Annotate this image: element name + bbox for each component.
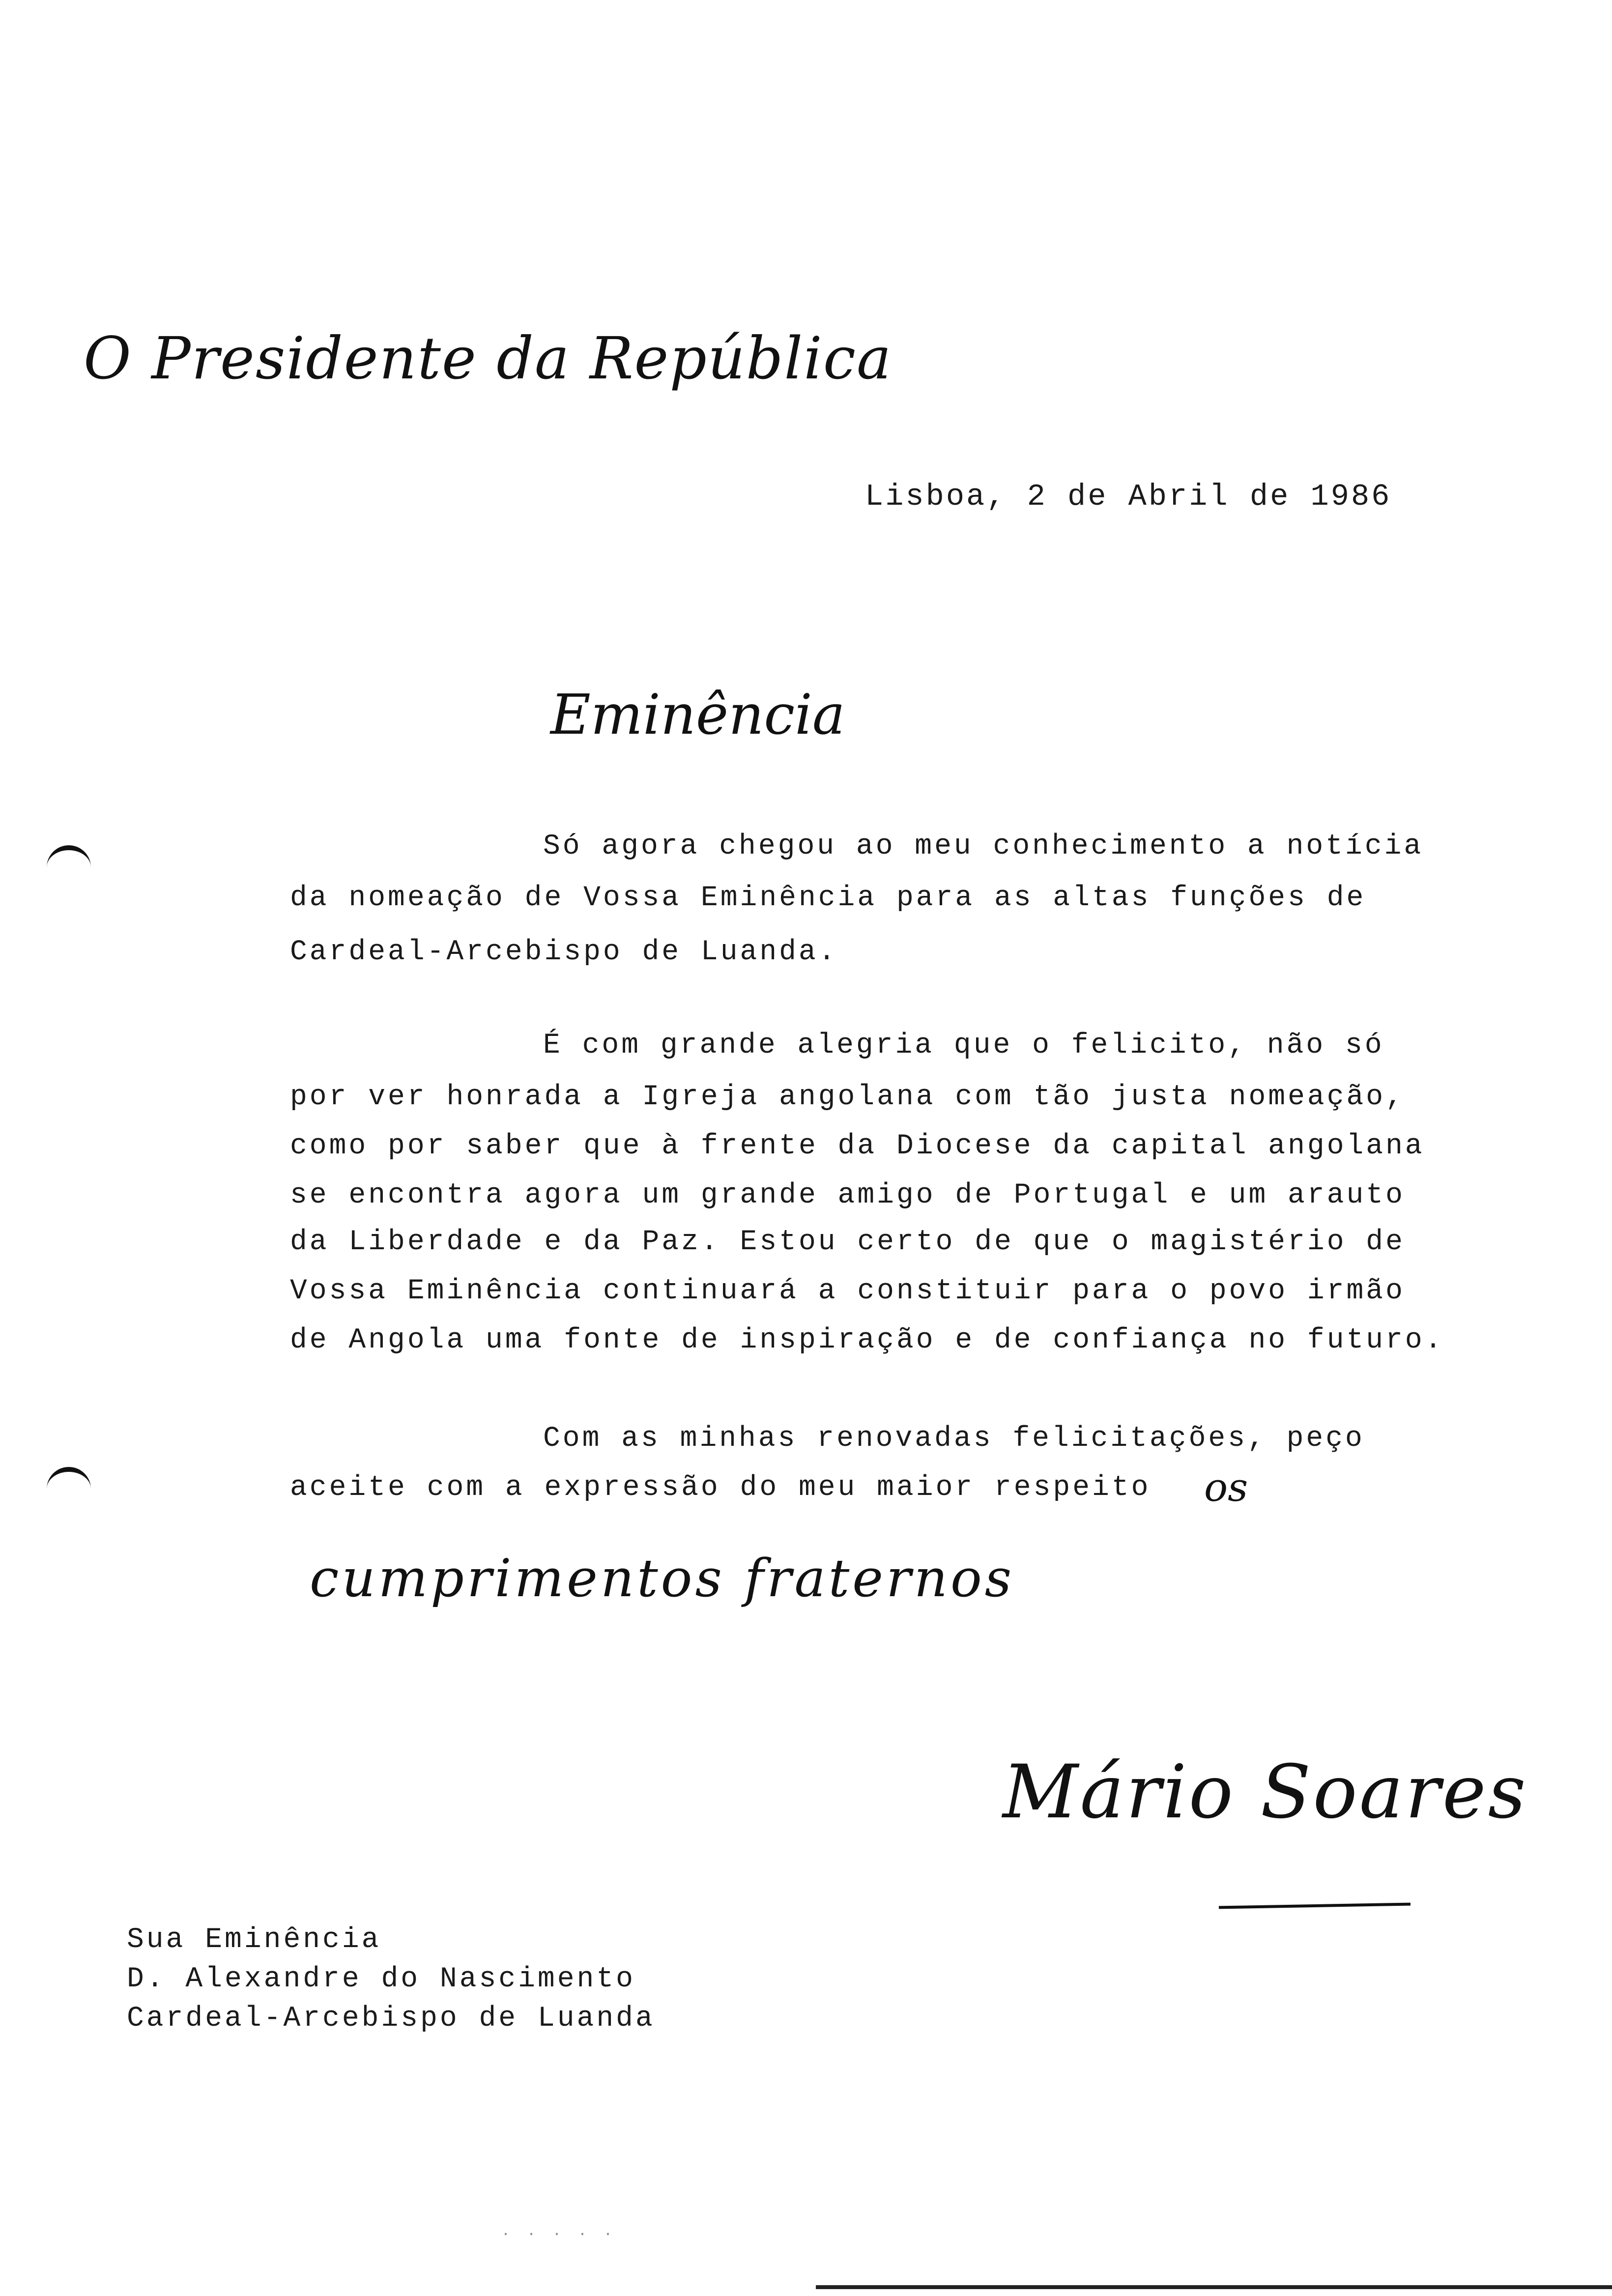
body-line: de Angola uma fonte de inspiração e de confiança no futuro.	[290, 1324, 1444, 1356]
addressee-line: Sua Eminência	[127, 1924, 381, 1956]
body-line: Com as minhas renovadas felicitações, peço	[543, 1423, 1365, 1455]
handwritten-inline-word: os	[1204, 1464, 1248, 1510]
signature-underline	[1219, 1903, 1410, 1909]
punch-hole-mark	[47, 845, 91, 870]
scan-specks: · · · · ·	[501, 2226, 617, 2243]
body-line: como por saber que à frente da Diocese da capital angolana	[290, 1130, 1425, 1162]
body-line: por ver honrada a Igreja angolana com tão justa nomeação,	[290, 1081, 1405, 1113]
date-line: Lisboa, 2 de Abril de 1986	[865, 479, 1392, 514]
body-line: É com grande alegria que o felicito, não só	[543, 1030, 1384, 1062]
body-line: Vossa Eminência continuará a constituir para o povo irmão	[290, 1275, 1405, 1307]
handwritten-closing: cumprimentos fraternos	[310, 1548, 1015, 1608]
body-line: Só agora chegou ao meu conhecimento a notícia	[543, 831, 1424, 862]
body-line: Cardeal-Arcebispo de Luanda.	[290, 936, 838, 968]
body-line: se encontra agora um grande amigo de Portugal e um arauto	[290, 1179, 1405, 1211]
handwritten-salutation: Eminência	[550, 683, 845, 747]
body-line: aceite com a expressão do meu maior respeito	[290, 1472, 1151, 1504]
punch-hole-mark	[47, 1467, 91, 1492]
addressee-line: Cardeal-Arcebispo de Luanda	[127, 2003, 655, 2035]
bottom-edge-rule	[816, 2285, 1612, 2289]
handwritten-signature: Mário Soares	[1003, 1750, 1528, 1835]
body-line: da nomeação de Vossa Eminência para as altas funções de	[290, 882, 1366, 914]
addressee-line: D. Alexandre do Nascimento	[127, 1963, 635, 1995]
letterhead-title: O Presidente da República	[84, 324, 892, 392]
body-line: da Liberdade e da Paz. Estou certo de que o magistério de	[290, 1226, 1405, 1258]
